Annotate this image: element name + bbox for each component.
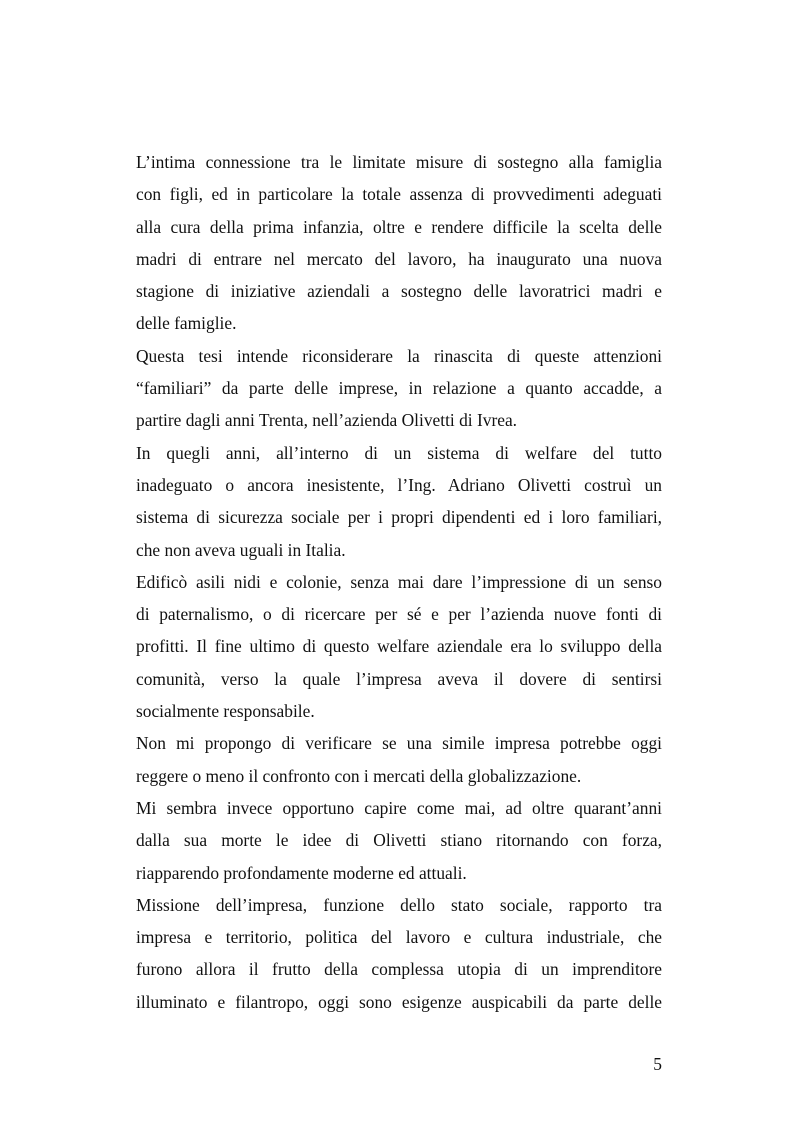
text-line: partire dagli anni Trenta, nell’azienda Olivetti di Ivrea. <box>136 410 518 431</box>
text-line: illuminato e filantropo, oggi sono esigenze auspicabili da parte delle <box>136 991 662 1012</box>
text-line: In quegli anni, all’interno di un sistema di welfare del tutto <box>136 442 662 463</box>
text-line: che non aveva uguali in Italia. <box>136 539 346 560</box>
text-line: profitti. Il fine ultimo di questo welfare aziendale era lo sviluppo della <box>136 636 662 657</box>
text-line: “familiari” da parte delle imprese, in relazione a quanto accadde, a <box>136 378 662 399</box>
text-line: dalla sua morte le idee di Olivetti stiano ritornando con forza, <box>136 830 662 851</box>
text-line: Edificò asili nidi e colonie, senza mai dare l’impressione di un senso <box>136 571 662 592</box>
text-line: Questa tesi intende riconsiderare la rinascita di queste attenzioni <box>136 345 662 366</box>
page-number: 5 <box>653 1054 662 1074</box>
text-line: con figli, ed in particolare la totale assenza di provvedimenti adeguati <box>136 184 662 205</box>
paragraph-2 <box>136 340 662 437</box>
paragraph-7 <box>136 889 662 1018</box>
text-line: alla cura della prima infanzia, oltre e rendere difficile la scelta delle <box>136 216 662 237</box>
text-line: riapparendo profondamente moderne ed attuali. <box>136 862 467 883</box>
text-line: reggere o meno il confronto con i mercati della globalizzazione. <box>136 765 582 786</box>
paragraph-3 <box>136 437 662 566</box>
paragraph-6 <box>136 792 662 889</box>
text-line: delle famiglie. <box>136 313 237 334</box>
text-line: Non mi propongo di verificare se una simile impresa potrebbe oggi <box>136 733 662 754</box>
text-line: Mi sembra invece opportuno capire come mai, ad oltre quarant’anni <box>136 797 662 818</box>
text-line: impresa e territorio, politica del lavoro e cultura industriale, che <box>136 927 662 948</box>
text-line: stagione di iniziative aziendali a sostegno delle lavoratrici madri e <box>136 281 662 302</box>
text-line: di paternalismo, o di ricercare per sé e per l’azienda nuove fonti di <box>136 604 662 625</box>
text-line: inadeguato o ancora inesistente, l’Ing. Adriano Olivetti costruì un <box>136 474 662 495</box>
paragraph-5 <box>136 727 662 792</box>
text-line: comunità, verso la quale l’impresa aveva il dovere di sentirsi <box>136 668 662 689</box>
text-line: sistema di sicurezza sociale per i propri dipendenti ed i loro familiari, <box>136 507 662 528</box>
body-text <box>136 146 662 1018</box>
text-line: L’intima connessione tra le limitate misure di sostegno alla famiglia <box>136 152 662 172</box>
text-line: Missione dell’impresa, funzione dello stato sociale, rapporto tra <box>136 894 662 915</box>
text-line: furono allora il frutto della complessa utopia di un imprenditore <box>136 959 662 980</box>
text-line: madri di entrare nel mercato del lavoro, ha inaugurato una nuova <box>136 248 662 269</box>
paragraph-4 <box>136 566 662 727</box>
paragraph-1 <box>136 146 662 340</box>
text-line: socialmente responsabile. <box>136 701 315 722</box>
